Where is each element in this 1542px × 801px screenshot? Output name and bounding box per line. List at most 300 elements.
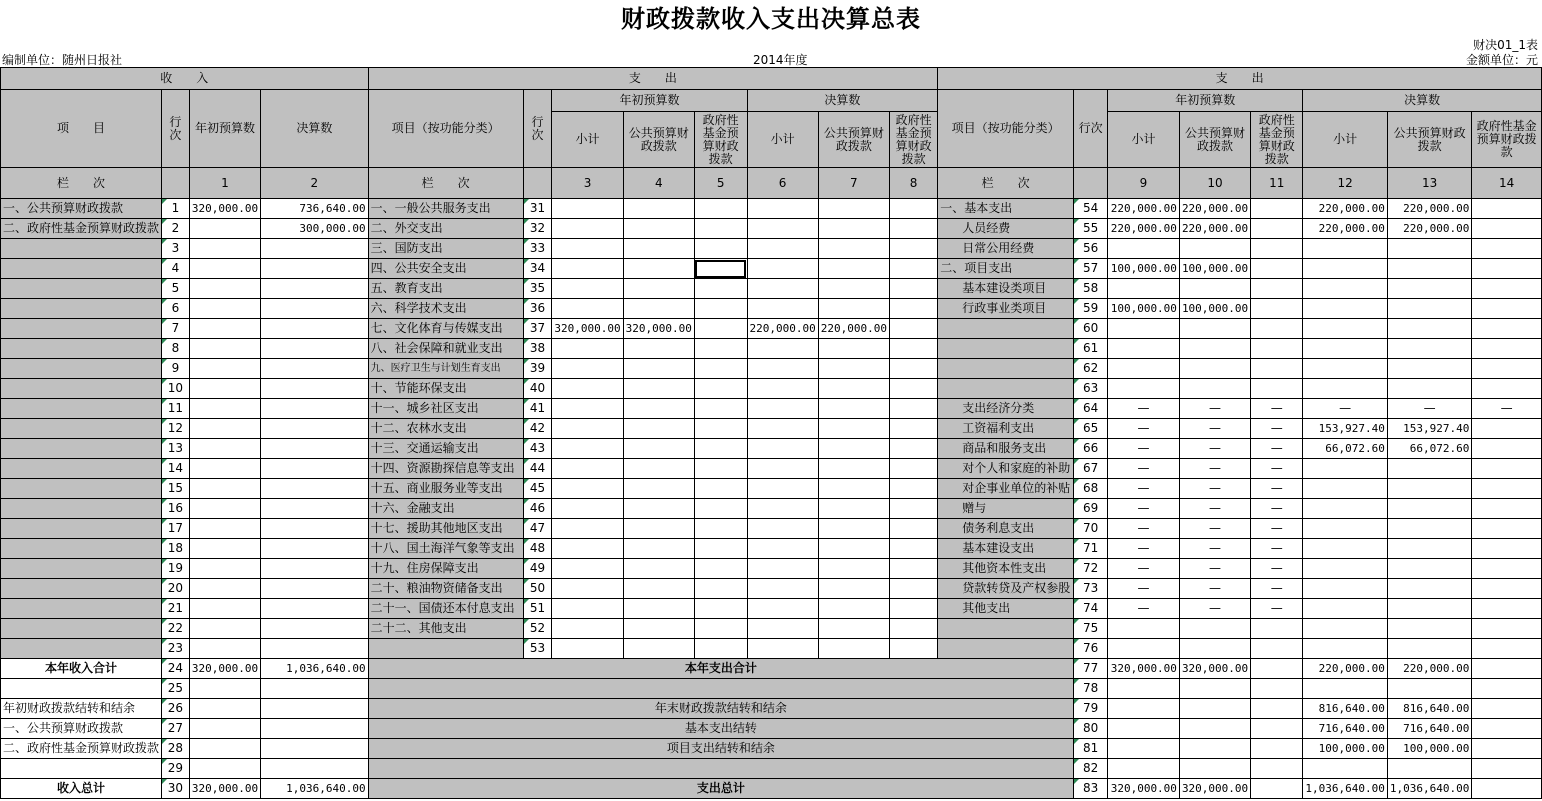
amount-cell[interactable]: 153,927.40 [1387, 419, 1471, 439]
amount-cell[interactable]: — [1179, 599, 1250, 619]
expense-summary-label[interactable] [368, 679, 1074, 699]
line-number[interactable]: 75 [1074, 619, 1108, 639]
amount-cell[interactable] [623, 379, 694, 399]
amount-cell[interactable] [1108, 239, 1180, 259]
line-number[interactable]: 48 [523, 539, 552, 559]
amount-cell[interactable]: — [1251, 399, 1303, 419]
initial-budget-cell[interactable] [189, 419, 260, 439]
amount-cell[interactable] [747, 359, 818, 379]
amount-cell[interactable]: 220,000.00 [1303, 199, 1387, 219]
amount-cell[interactable] [1387, 319, 1471, 339]
function-item[interactable]: 三、国防支出 [368, 239, 523, 259]
amount-cell[interactable]: — [1179, 559, 1250, 579]
amount-cell[interactable] [552, 559, 623, 579]
amount-cell[interactable] [889, 339, 937, 359]
line-number[interactable]: 70 [1074, 519, 1108, 539]
amount-cell[interactable] [747, 539, 818, 559]
income-item[interactable] [1, 459, 162, 479]
amount-cell[interactable] [1303, 339, 1387, 359]
amount-cell[interactable] [889, 319, 937, 339]
amount-cell[interactable]: — [1108, 459, 1180, 479]
amount-cell[interactable] [818, 479, 889, 499]
amount-cell[interactable] [1472, 459, 1542, 479]
amount-cell[interactable] [818, 539, 889, 559]
function-item[interactable]: 十八、国土海洋气象等支出 [368, 539, 523, 559]
function-item[interactable] [368, 639, 523, 659]
amount-cell[interactable] [747, 219, 818, 239]
amount-cell[interactable]: — [1387, 399, 1471, 419]
amount-cell[interactable] [552, 619, 623, 639]
amount-cell[interactable] [889, 499, 937, 519]
amount-cell[interactable] [694, 479, 747, 499]
initial-budget-cell[interactable] [189, 739, 260, 759]
amount-cell[interactable] [1472, 279, 1542, 299]
amount-cell[interactable] [1303, 679, 1387, 699]
amount-cell[interactable] [694, 219, 747, 239]
amount-cell[interactable] [889, 239, 937, 259]
amount-cell[interactable] [552, 239, 623, 259]
amount-cell[interactable] [1387, 279, 1471, 299]
line-number[interactable]: 68 [1074, 479, 1108, 499]
amount-cell[interactable] [818, 219, 889, 239]
amount-cell[interactable]: 1,036,640.00 [1303, 779, 1387, 799]
final-amount-cell[interactable] [261, 579, 369, 599]
amount-cell[interactable] [1472, 699, 1542, 719]
amount-cell[interactable]: — [1303, 399, 1387, 419]
amount-cell[interactable] [552, 219, 623, 239]
amount-cell[interactable]: 220,000.00 [1179, 199, 1250, 219]
amount-cell[interactable] [552, 279, 623, 299]
line-number[interactable]: 2 [162, 219, 190, 239]
amount-cell[interactable] [1179, 639, 1250, 659]
amount-cell[interactable] [552, 459, 623, 479]
final-amount-cell[interactable] [261, 339, 369, 359]
initial-budget-cell[interactable] [189, 639, 260, 659]
amount-cell[interactable] [1251, 319, 1303, 339]
line-number[interactable]: 63 [1074, 379, 1108, 399]
amount-cell[interactable] [889, 199, 937, 219]
amount-cell[interactable]: 320,000.00 [552, 319, 623, 339]
amount-cell[interactable] [1108, 719, 1180, 739]
final-amount-cell[interactable]: 1,036,640.00 [261, 659, 369, 679]
function-item[interactable]: 一、一般公共服务支出 [368, 199, 523, 219]
amount-cell[interactable]: — [1179, 439, 1250, 459]
line-number[interactable]: 18 [162, 539, 190, 559]
amount-cell[interactable]: 100,000.00 [1179, 299, 1250, 319]
amount-cell[interactable] [623, 559, 694, 579]
amount-cell[interactable] [1387, 459, 1471, 479]
amount-cell[interactable] [1387, 359, 1471, 379]
function-item[interactable]: 十三、交通运输支出 [368, 439, 523, 459]
amount-cell[interactable] [818, 419, 889, 439]
line-number[interactable]: 54 [1074, 199, 1108, 219]
amount-cell[interactable] [1472, 499, 1542, 519]
line-number[interactable]: 44 [523, 459, 552, 479]
amount-cell[interactable] [694, 239, 747, 259]
amount-cell[interactable] [1251, 759, 1303, 779]
income-item[interactable]: 收入总计 [1, 779, 162, 799]
amount-cell[interactable] [1472, 759, 1542, 779]
final-amount-cell[interactable] [261, 319, 369, 339]
amount-cell[interactable] [1472, 379, 1542, 399]
amount-cell[interactable]: 716,640.00 [1387, 719, 1471, 739]
final-amount-cell[interactable] [261, 439, 369, 459]
function-item[interactable]: 八、社会保障和就业支出 [368, 339, 523, 359]
amount-cell[interactable] [694, 399, 747, 419]
amount-cell[interactable] [818, 279, 889, 299]
amount-cell[interactable] [1303, 539, 1387, 559]
amount-cell[interactable]: 816,640.00 [1387, 699, 1471, 719]
function-item[interactable]: 二十、粮油物资储备支出 [368, 579, 523, 599]
amount-cell[interactable] [1251, 699, 1303, 719]
amount-cell[interactable]: 100,000.00 [1303, 739, 1387, 759]
line-number[interactable]: 5 [162, 279, 190, 299]
final-amount-cell[interactable] [261, 679, 369, 699]
amount-cell[interactable] [1472, 639, 1542, 659]
amount-cell[interactable] [1387, 559, 1471, 579]
amount-cell[interactable] [694, 319, 747, 339]
amount-cell[interactable] [1472, 359, 1542, 379]
amount-cell[interactable] [1108, 619, 1180, 639]
line-number[interactable]: 38 [523, 339, 552, 359]
amount-cell[interactable] [889, 219, 937, 239]
amount-cell[interactable] [552, 259, 623, 279]
income-item[interactable] [1, 319, 162, 339]
economic-item[interactable]: 支出经济分类 [938, 399, 1074, 419]
final-amount-cell[interactable] [261, 479, 369, 499]
amount-cell[interactable] [1472, 619, 1542, 639]
amount-cell[interactable]: 220,000.00 [1387, 219, 1471, 239]
amount-cell[interactable] [694, 459, 747, 479]
amount-cell[interactable] [1387, 379, 1471, 399]
line-number[interactable]: 43 [523, 439, 552, 459]
final-amount-cell[interactable] [261, 459, 369, 479]
amount-cell[interactable] [1108, 279, 1180, 299]
amount-cell[interactable] [623, 399, 694, 419]
amount-cell[interactable]: — [1251, 579, 1303, 599]
final-amount-cell[interactable] [261, 399, 369, 419]
amount-cell[interactable] [623, 539, 694, 559]
line-number[interactable]: 79 [1074, 699, 1108, 719]
amount-cell[interactable] [1179, 279, 1250, 299]
amount-cell[interactable] [1108, 359, 1180, 379]
amount-cell[interactable] [694, 599, 747, 619]
economic-item[interactable]: 一、基本支出 [938, 199, 1074, 219]
income-item[interactable]: 年初财政拨款结转和结余 [1, 699, 162, 719]
initial-budget-cell[interactable] [189, 559, 260, 579]
function-item[interactable]: 二、外交支出 [368, 219, 523, 239]
final-amount-cell[interactable] [261, 519, 369, 539]
amount-cell[interactable] [747, 599, 818, 619]
amount-cell[interactable] [818, 359, 889, 379]
initial-budget-cell[interactable] [189, 699, 260, 719]
amount-cell[interactable] [552, 439, 623, 459]
amount-cell[interactable] [818, 379, 889, 399]
amount-cell[interactable] [1179, 699, 1250, 719]
amount-cell[interactable]: 320,000.00 [1179, 659, 1250, 679]
amount-cell[interactable]: 220,000.00 [747, 319, 818, 339]
amount-cell[interactable] [552, 479, 623, 499]
initial-budget-cell[interactable] [189, 259, 260, 279]
final-amount-cell[interactable] [261, 739, 369, 759]
line-number[interactable]: 62 [1074, 359, 1108, 379]
line-number[interactable]: 16 [162, 499, 190, 519]
amount-cell[interactable] [1472, 559, 1542, 579]
amount-cell[interactable] [1303, 519, 1387, 539]
amount-cell[interactable] [623, 459, 694, 479]
amount-cell[interactable] [1303, 599, 1387, 619]
income-item[interactable] [1, 619, 162, 639]
amount-cell[interactable]: 220,000.00 [1387, 199, 1471, 219]
line-number[interactable]: 13 [162, 439, 190, 459]
amount-cell[interactable]: — [1108, 479, 1180, 499]
expense-summary-label[interactable]: 项目支出结转和结余 [368, 739, 1074, 759]
amount-cell[interactable]: 816,640.00 [1303, 699, 1387, 719]
economic-item[interactable] [938, 639, 1074, 659]
amount-cell[interactable] [1251, 779, 1303, 799]
economic-item[interactable]: 贷款转贷及产权参股 [938, 579, 1074, 599]
expense-summary-label[interactable] [368, 759, 1074, 779]
amount-cell[interactable]: — [1251, 459, 1303, 479]
function-item[interactable]: 十二、农林水支出 [368, 419, 523, 439]
income-item[interactable] [1, 239, 162, 259]
final-amount-cell[interactable] [261, 359, 369, 379]
amount-cell[interactable] [1179, 759, 1250, 779]
amount-cell[interactable] [623, 639, 694, 659]
line-number[interactable]: 66 [1074, 439, 1108, 459]
amount-cell[interactable] [1303, 579, 1387, 599]
amount-cell[interactable] [552, 579, 623, 599]
amount-cell[interactable]: — [1179, 419, 1250, 439]
income-item[interactable] [1, 479, 162, 499]
initial-budget-cell[interactable] [189, 299, 260, 319]
function-item[interactable]: 十七、援助其他地区支出 [368, 519, 523, 539]
economic-item[interactable]: 对企事业单位的补贴 [938, 479, 1074, 499]
amount-cell[interactable] [1472, 439, 1542, 459]
expense-summary-label[interactable]: 本年支出合计 [368, 659, 1074, 679]
amount-cell[interactable] [1303, 259, 1387, 279]
final-amount-cell[interactable]: 736,640.00 [261, 199, 369, 219]
amount-cell[interactable] [552, 399, 623, 419]
line-number[interactable]: 21 [162, 599, 190, 619]
function-item[interactable]: 七、文化体育与传媒支出 [368, 319, 523, 339]
initial-budget-cell[interactable] [189, 599, 260, 619]
amount-cell[interactable] [1251, 739, 1303, 759]
income-item[interactable] [1, 259, 162, 279]
amount-cell[interactable] [889, 479, 937, 499]
amount-cell[interactable]: — [1108, 399, 1180, 419]
amount-cell[interactable] [1303, 459, 1387, 479]
initial-budget-cell[interactable] [189, 619, 260, 639]
amount-cell[interactable] [818, 499, 889, 519]
line-number[interactable]: 80 [1074, 719, 1108, 739]
income-item[interactable] [1, 639, 162, 659]
line-number[interactable]: 47 [523, 519, 552, 539]
amount-cell[interactable] [747, 619, 818, 639]
line-number[interactable]: 14 [162, 459, 190, 479]
amount-cell[interactable] [1387, 579, 1471, 599]
amount-cell[interactable]: — [1179, 499, 1250, 519]
line-number[interactable]: 60 [1074, 319, 1108, 339]
amount-cell[interactable] [623, 299, 694, 319]
expense-summary-label[interactable]: 年末财政拨款结转和结余 [368, 699, 1074, 719]
amount-cell[interactable] [1472, 339, 1542, 359]
amount-cell[interactable] [1303, 239, 1387, 259]
amount-cell[interactable] [623, 479, 694, 499]
income-item[interactable] [1, 599, 162, 619]
line-number[interactable]: 73 [1074, 579, 1108, 599]
economic-item[interactable]: 其他资本性支出 [938, 559, 1074, 579]
amount-cell[interactable] [1387, 499, 1471, 519]
amount-cell[interactable] [818, 299, 889, 319]
amount-cell[interactable] [889, 639, 937, 659]
final-amount-cell[interactable] [261, 379, 369, 399]
amount-cell[interactable]: 320,000.00 [1108, 659, 1180, 679]
amount-cell[interactable] [1108, 739, 1180, 759]
amount-cell[interactable] [1251, 639, 1303, 659]
amount-cell[interactable]: — [1179, 459, 1250, 479]
function-item[interactable]: 十、节能环保支出 [368, 379, 523, 399]
amount-cell[interactable] [889, 439, 937, 459]
economic-item[interactable] [938, 319, 1074, 339]
economic-item[interactable]: 人员经费 [938, 219, 1074, 239]
amount-cell[interactable] [1472, 679, 1542, 699]
amount-cell[interactable] [818, 239, 889, 259]
amount-cell[interactable] [1251, 339, 1303, 359]
line-number[interactable]: 8 [162, 339, 190, 359]
initial-budget-cell[interactable] [189, 719, 260, 739]
function-item[interactable]: 二十一、国债还本付息支出 [368, 599, 523, 619]
amount-cell[interactable]: 320,000.00 [1179, 779, 1250, 799]
income-item[interactable] [1, 339, 162, 359]
amount-cell[interactable] [1251, 299, 1303, 319]
amount-cell[interactable]: — [1179, 479, 1250, 499]
amount-cell[interactable] [1108, 379, 1180, 399]
economic-item[interactable]: 赠与 [938, 499, 1074, 519]
line-number[interactable]: 7 [162, 319, 190, 339]
amount-cell[interactable] [818, 199, 889, 219]
amount-cell[interactable] [1472, 779, 1542, 799]
line-number[interactable]: 56 [1074, 239, 1108, 259]
line-number[interactable]: 58 [1074, 279, 1108, 299]
amount-cell[interactable] [747, 199, 818, 219]
amount-cell[interactable]: — [1179, 539, 1250, 559]
amount-cell[interactable] [1251, 219, 1303, 239]
amount-cell[interactable] [818, 639, 889, 659]
amount-cell[interactable] [623, 279, 694, 299]
amount-cell[interactable]: — [1108, 499, 1180, 519]
amount-cell[interactable] [694, 279, 747, 299]
function-item[interactable]: 十一、城乡社区支出 [368, 399, 523, 419]
amount-cell[interactable] [818, 459, 889, 479]
amount-cell[interactable]: 220,000.00 [1387, 659, 1471, 679]
amount-cell[interactable] [1303, 359, 1387, 379]
amount-cell[interactable] [1303, 639, 1387, 659]
income-item[interactable] [1, 579, 162, 599]
economic-item[interactable]: 行政事业类项目 [938, 299, 1074, 319]
amount-cell[interactable] [623, 439, 694, 459]
income-item[interactable] [1, 299, 162, 319]
economic-item[interactable] [938, 619, 1074, 639]
amount-cell[interactable] [1251, 719, 1303, 739]
amount-cell[interactable] [1179, 719, 1250, 739]
final-amount-cell[interactable]: 1,036,640.00 [261, 779, 369, 799]
amount-cell[interactable] [1472, 239, 1542, 259]
economic-item[interactable]: 基本建设支出 [938, 539, 1074, 559]
amount-cell[interactable] [889, 599, 937, 619]
final-amount-cell[interactable] [261, 719, 369, 739]
initial-budget-cell[interactable] [189, 679, 260, 699]
amount-cell[interactable]: — [1108, 519, 1180, 539]
amount-cell[interactable] [1472, 739, 1542, 759]
amount-cell[interactable] [1472, 719, 1542, 739]
amount-cell[interactable]: — [1251, 519, 1303, 539]
line-number[interactable]: 69 [1074, 499, 1108, 519]
amount-cell[interactable] [818, 339, 889, 359]
expense-summary-label[interactable]: 基本支出结转 [368, 719, 1074, 739]
line-number[interactable]: 34 [523, 259, 552, 279]
amount-cell[interactable] [818, 619, 889, 639]
function-item[interactable]: 五、教育支出 [368, 279, 523, 299]
amount-cell[interactable] [1303, 479, 1387, 499]
amount-cell[interactable] [1179, 239, 1250, 259]
expense-summary-label[interactable]: 支出总计 [368, 779, 1074, 799]
final-amount-cell[interactable] [261, 639, 369, 659]
initial-budget-cell[interactable] [189, 339, 260, 359]
amount-cell[interactable]: 100,000.00 [1108, 259, 1180, 279]
initial-budget-cell[interactable]: 320,000.00 [189, 779, 260, 799]
amount-cell[interactable] [552, 519, 623, 539]
amount-cell[interactable] [1387, 679, 1471, 699]
amount-cell[interactable] [694, 199, 747, 219]
amount-cell[interactable] [1387, 259, 1471, 279]
amount-cell[interactable] [552, 339, 623, 359]
amount-cell[interactable] [747, 559, 818, 579]
amount-cell[interactable] [623, 519, 694, 539]
amount-cell[interactable]: 320,000.00 [1108, 779, 1180, 799]
income-item[interactable]: 二、政府性基金预算财政拨款 [1, 739, 162, 759]
amount-cell[interactable] [694, 539, 747, 559]
amount-cell[interactable] [1387, 599, 1471, 619]
amount-cell[interactable]: 100,000.00 [1387, 739, 1471, 759]
amount-cell[interactable]: — [1179, 579, 1250, 599]
amount-cell[interactable] [889, 299, 937, 319]
amount-cell[interactable] [1179, 739, 1250, 759]
final-amount-cell[interactable] [261, 759, 369, 779]
amount-cell[interactable]: — [1251, 539, 1303, 559]
amount-cell[interactable] [889, 459, 937, 479]
amount-cell[interactable]: 100,000.00 [1179, 259, 1250, 279]
initial-budget-cell[interactable] [189, 539, 260, 559]
economic-item[interactable]: 债务利息支出 [938, 519, 1074, 539]
line-number[interactable]: 30 [162, 779, 190, 799]
economic-item[interactable]: 日常公用经费 [938, 239, 1074, 259]
initial-budget-cell[interactable] [189, 239, 260, 259]
amount-cell[interactable] [623, 599, 694, 619]
final-amount-cell[interactable] [261, 499, 369, 519]
amount-cell[interactable] [747, 639, 818, 659]
amount-cell[interactable] [1303, 759, 1387, 779]
amount-cell[interactable] [552, 499, 623, 519]
line-number[interactable]: 17 [162, 519, 190, 539]
amount-cell[interactable] [818, 579, 889, 599]
income-item[interactable]: 一、公共预算财政拨款 [1, 719, 162, 739]
amount-cell[interactable]: 220,000.00 [1108, 199, 1180, 219]
income-item[interactable]: 二、政府性基金预算财政拨款 [1, 219, 162, 239]
line-number[interactable]: 59 [1074, 299, 1108, 319]
amount-cell[interactable]: — [1472, 399, 1542, 419]
amount-cell[interactable] [623, 359, 694, 379]
